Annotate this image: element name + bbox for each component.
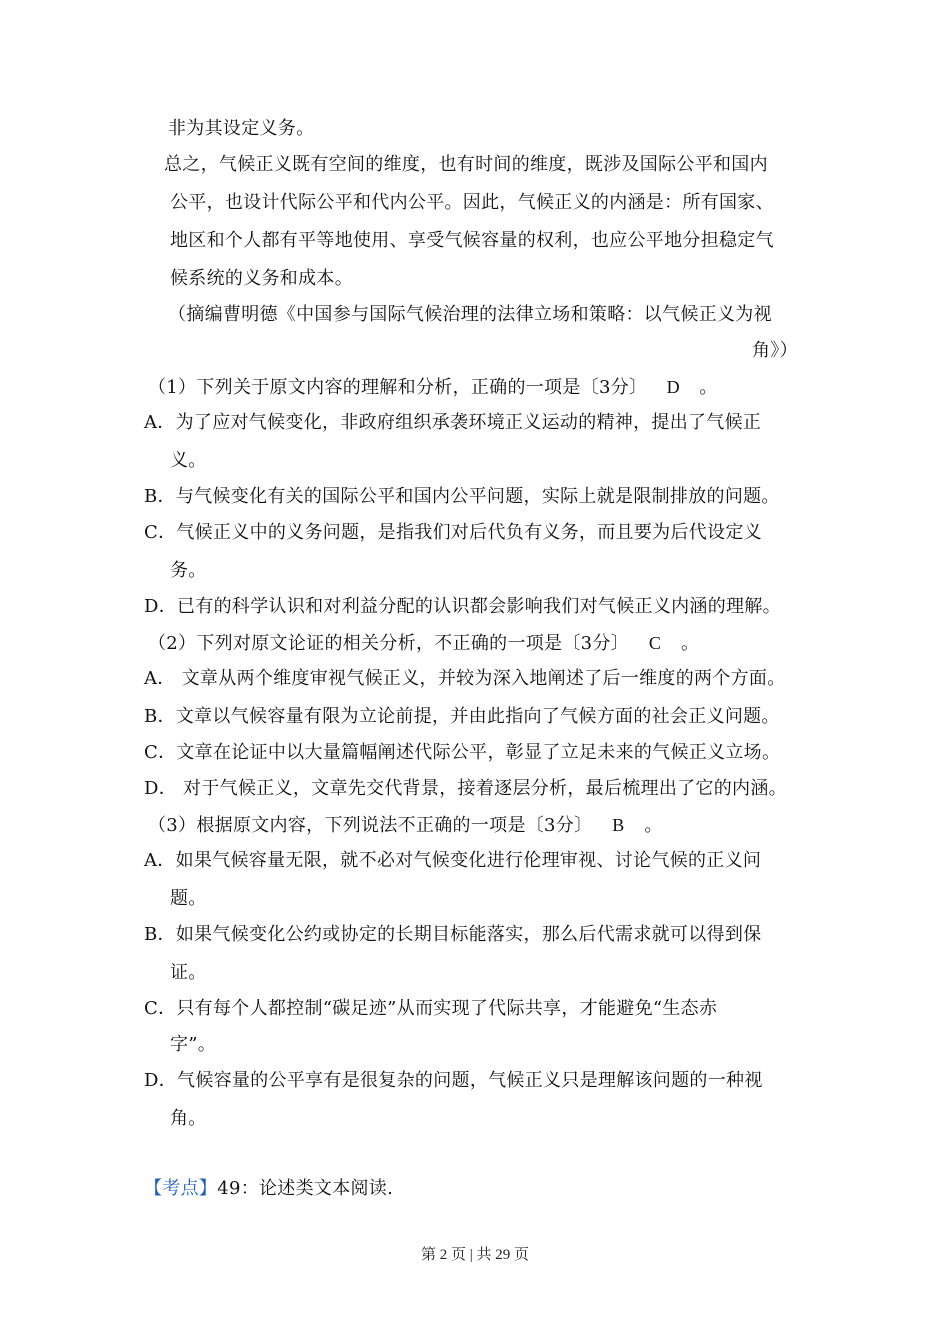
question-stem-text: （2）下列对原文论证的相关分析，不正确的一项是〔3分〕 bbox=[148, 633, 630, 654]
kaodian bbox=[144, 1176, 393, 1202]
option-line: D． 对于气候正义，文章先交代背景，接着逐层分析，最后梳理出了它的内涵。 bbox=[144, 778, 787, 799]
option-line: C．只有每个人都控制“碳足迹”从而实现了代际共享，才能避免“生态赤 bbox=[144, 998, 718, 1019]
passage-line: 候系统的义务和成本。 bbox=[170, 268, 353, 289]
option-line: A．为了应对气候变化，非政府组织承袭环境正义运动的精神，提出了气候正 bbox=[144, 412, 762, 433]
option-line: 义。 bbox=[170, 450, 207, 471]
stem-end: 。 bbox=[644, 815, 663, 836]
passage-line: 总之，气候正义既有空间的维度，也有时间的维度，既涉及国际公平和国内 bbox=[164, 154, 768, 175]
question-stem-text: （1）下列关于原文内容的理解和分析，正确的一项是〔3分〕 bbox=[148, 377, 648, 398]
kaodian-text: 49：论述类文本阅读. bbox=[217, 1178, 394, 1199]
answer-blank bbox=[629, 630, 681, 656]
stem-end: 。 bbox=[681, 633, 700, 654]
option-line: 证。 bbox=[170, 962, 207, 983]
source-citation: （摘编曹明德《中国参与国际气候治理的法律立场和策略：以气候正义为视 bbox=[168, 304, 772, 325]
option-line: D．已有的科学认识和对利益分配的认识都会影响我们对气候正义内涵的理解。 bbox=[144, 596, 781, 617]
source-citation-end: 角》） bbox=[752, 340, 798, 361]
answer-value: D bbox=[666, 377, 680, 397]
answer-value: C bbox=[648, 633, 662, 653]
option-line: 字”。 bbox=[170, 1034, 217, 1055]
passage-line: 公平，也设计代际公平和代内公平。因此，气候正义的内涵是：所有国家、 bbox=[170, 192, 774, 213]
question-stem-text: （3）根据原文内容，下列说法不正确的一项是〔3分〕 bbox=[148, 815, 593, 836]
option-line: B．如果气候变化公约或协定的长期目标能落实，那么后代需求就可以得到保 bbox=[144, 924, 762, 945]
option-line: A． 文章从两个维度审视气候正义，并较为深入地阐述了后一维度的两个方面。 bbox=[144, 668, 786, 689]
option-line: C．文章在论证中以大量篇幅阐述代际公平，彰显了立足未来的气候正义立场。 bbox=[144, 742, 781, 763]
passage-line: 非为其设定义务。 bbox=[168, 118, 315, 139]
option-line: 题。 bbox=[170, 888, 207, 909]
question-1-stem bbox=[148, 374, 718, 401]
question-3-stem bbox=[148, 812, 663, 839]
answer-value: B bbox=[612, 815, 625, 835]
stem-end: 。 bbox=[699, 377, 718, 398]
passage-line: 地区和个人都有平等地使用、享受气候容量的权利，也应公平地分担稳定气 bbox=[170, 230, 774, 251]
answer-blank bbox=[592, 812, 644, 838]
page-footer: 第 2 页 | 共 29 页 bbox=[420, 1247, 529, 1263]
option-line: 角。 bbox=[170, 1108, 207, 1129]
answer-blank bbox=[647, 374, 699, 400]
option-line: B．与气候变化有关的国际公平和国内公平问题，实际上就是限制排放的问题。 bbox=[144, 486, 780, 507]
option-line: B．文章以气候容量有限为立论前提，并由此指向了气候方面的社会正义问题。 bbox=[144, 706, 780, 727]
kaodian-tag: 【考点】 bbox=[144, 1178, 218, 1199]
option-line: D．气候容量的公平享有是很复杂的问题，气候正义只是理解该问题的一种视 bbox=[144, 1070, 763, 1091]
question-2-stem bbox=[148, 630, 699, 657]
option-line: A．如果气候容量无限，就不必对气候变化进行伦理审视、讨论气候的正义问 bbox=[144, 850, 762, 871]
option-line: 务。 bbox=[170, 560, 207, 581]
option-line: C．气候正义中的义务问题，是指我们对后代负有义务，而且要为后代设定义 bbox=[144, 522, 762, 543]
